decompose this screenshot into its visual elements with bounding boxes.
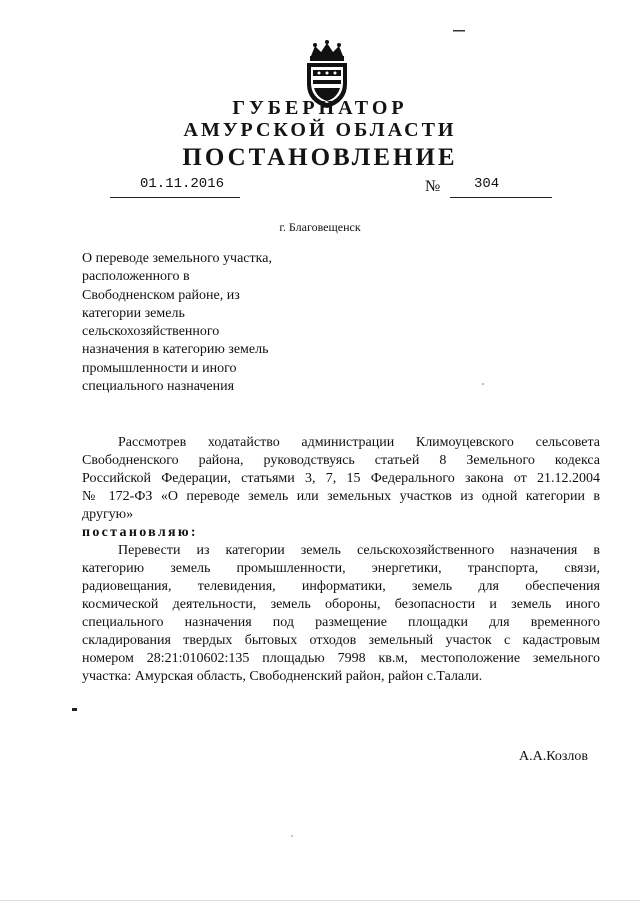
- body-line: номером 28:21:010602:135 площадью 7998 кв.м, местоположение земельного: [82, 651, 600, 666]
- preamble-paragraph: [82, 434, 600, 524]
- subject-line: Свободненском районе, из: [82, 287, 240, 303]
- document-type: ПОСТАНОВЛЕНИЕ: [182, 144, 458, 171]
- subject-line: специального назначения: [82, 379, 235, 395]
- document-number: 304: [474, 176, 500, 192]
- body-line: складирования твердых бытовых отходов земельный участок с кадастровым: [82, 633, 600, 648]
- signature-name: А.А.Козлов: [519, 749, 588, 764]
- issuer-title: ГУБЕРНАТОР: [232, 97, 408, 119]
- subject-line: О переводе земельного участка,: [82, 251, 272, 266]
- number-underline: [450, 197, 552, 198]
- issuer-region: АМУРСКОЙ ОБЛАСТИ: [183, 119, 457, 141]
- resolution-paragraph: [82, 542, 600, 686]
- subject-block: [82, 250, 312, 396]
- body-line: специального назначения под размещение площадки для временного: [82, 615, 600, 630]
- number-sign: №: [425, 178, 441, 195]
- body-line: участка: Амурская область, Свободненский район, район с.Талали.: [82, 669, 483, 684]
- date-underline: [110, 197, 240, 198]
- subject-line: промышленности и иного: [82, 360, 237, 376]
- city: г. Благовещенск: [279, 220, 361, 234]
- decree-heading: постановляю:: [82, 525, 198, 540]
- body-line: радиовещания, телевидения, информатики, земель для обеспечения: [82, 579, 600, 594]
- body-line: космической деятельности, земель обороны, безопасности и земель иного: [82, 597, 600, 612]
- body-line: другую»: [82, 507, 134, 522]
- body-line: № 172-ФЗ «О переводе земель или земельных участков из одной категории в: [82, 489, 600, 504]
- subject-line: расположенного в: [82, 269, 190, 285]
- subject-line: категории земель: [82, 305, 185, 321]
- subject-line: назначения в категорию земель: [82, 342, 269, 358]
- body-line: Рассмотрев ходатайство администрации Климоуцевского сельсовета: [118, 435, 600, 450]
- body-line: Перевести из категории земель сельскохозяйственного назначения в: [118, 543, 600, 558]
- subject-line: сельскохозяйственного: [82, 324, 220, 340]
- body-line: Свободненского района, руководствуясь статьей 8 Земельного кодекса: [82, 453, 600, 468]
- body-line: Российской Федерации, статьями 3, 7, 15 Федерального закона от 21.12.2004: [82, 471, 600, 486]
- document-date: 01.11.2016: [140, 176, 225, 192]
- body-line: категорию земель промышленности, энергетики, транспорта, связи,: [82, 561, 600, 576]
